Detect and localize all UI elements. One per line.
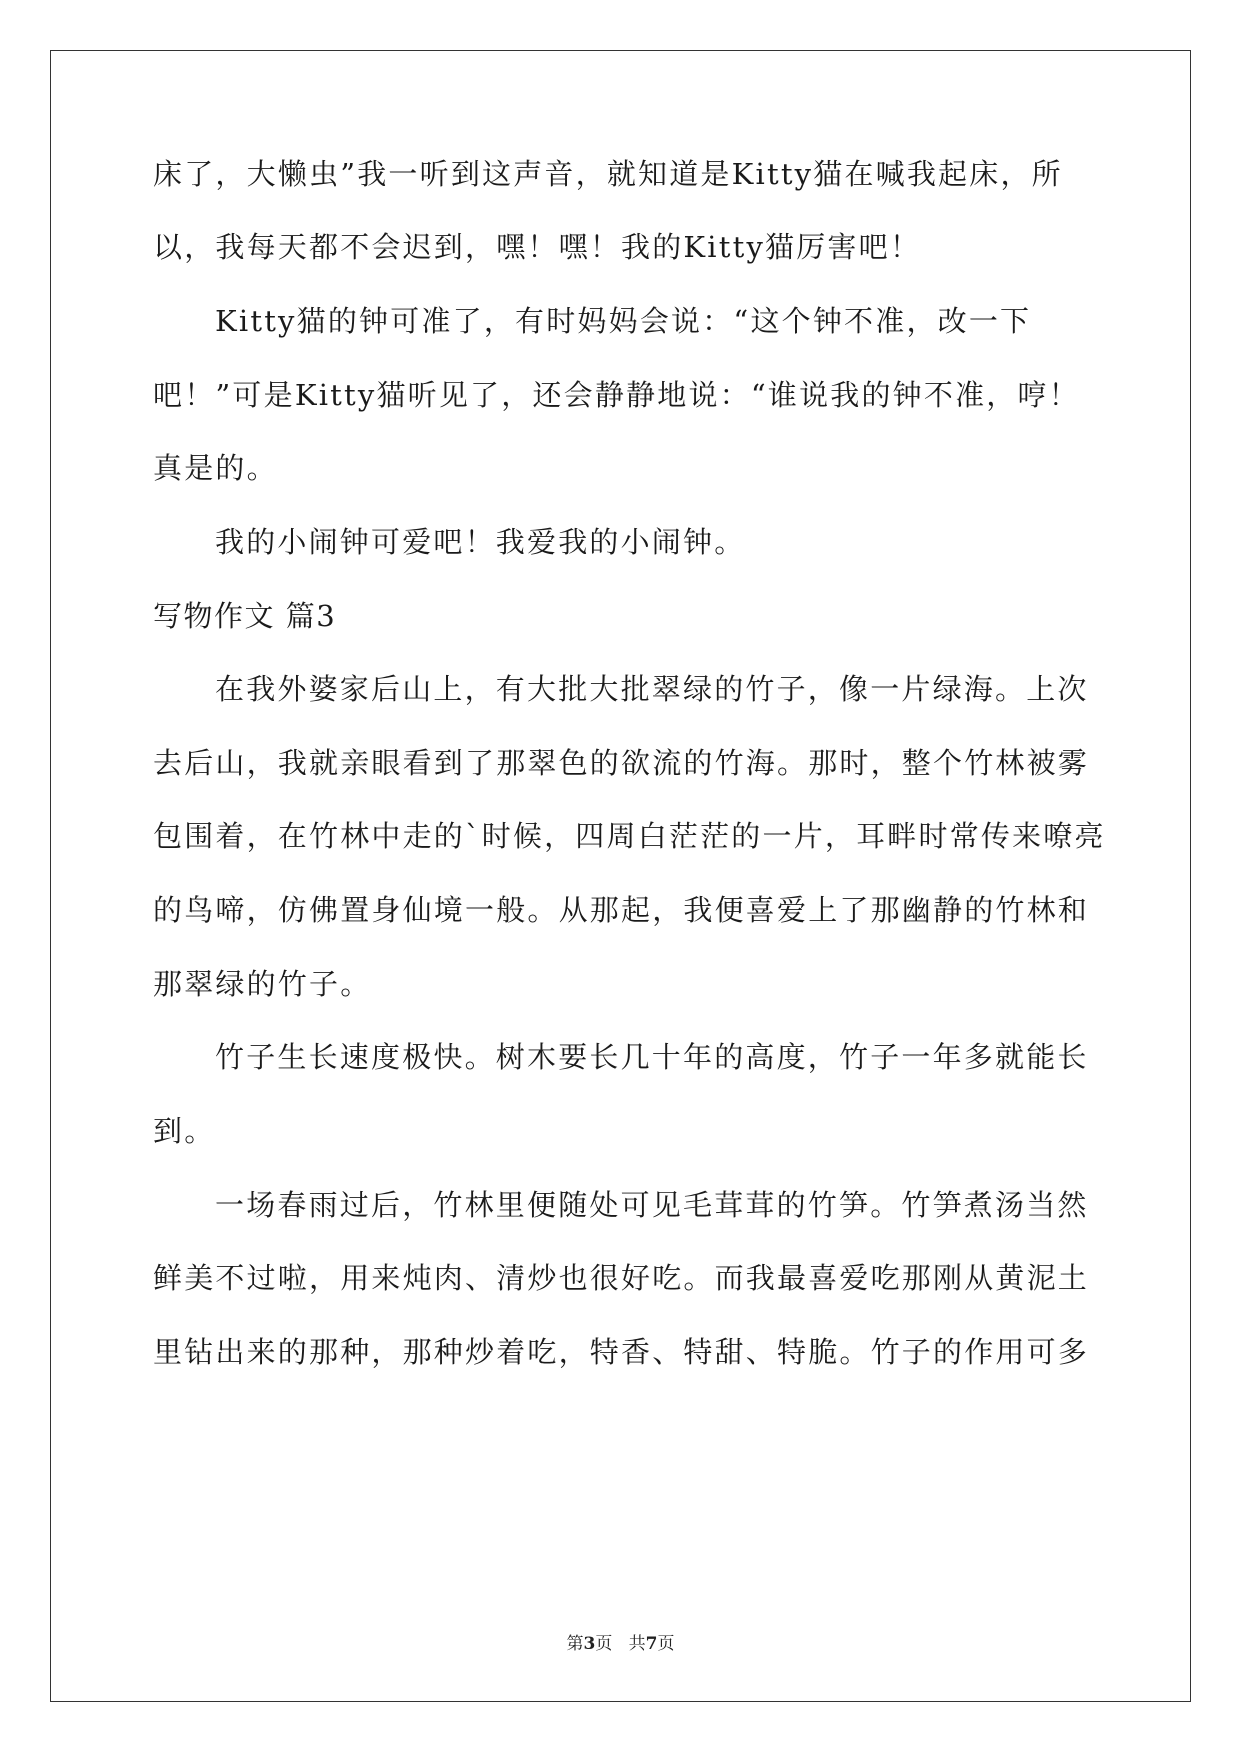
total-prefix: 共 [628, 1634, 646, 1654]
page-number: 3 [583, 1634, 596, 1654]
page-footer [0, 1629, 1241, 1654]
text-line: 吧！”可是Kitty猫听见了，还会静静地说：“谁说我的钟不准，哼！ [153, 378, 1080, 412]
text-line: 鲜美不过啦，用来炖肉、清炒也很好吃。而我最喜爱吃那刚从黄泥土 [153, 1261, 1090, 1295]
page-border [50, 50, 1191, 1702]
total-suffix: 页 [657, 1634, 675, 1654]
text-line: 包围着，在竹林中走的`时候，四周白茫茫的一片，耳畔时常传来嘹亮 [153, 819, 1106, 853]
text-line: 到。 [153, 1114, 216, 1148]
text-line: Kitty猫的钟可准了，有时妈妈会说：“这个钟不准，改一下 [215, 304, 1032, 338]
text-line: 一场春雨过后，竹林里便随处可见毛茸茸的竹笋。竹笋煮汤当然 [215, 1188, 1089, 1222]
text-line: 那翠绿的竹子。 [153, 967, 372, 1001]
text-line: 在我外婆家后山上，有大批大批翠绿的竹子，像一片绿海。上次 [215, 672, 1089, 706]
page-suffix: 页 [595, 1634, 613, 1654]
text-line: 竹子生长速度极快。树木要长几十年的高度，竹子一年多就能长 [215, 1040, 1089, 1074]
text-line: 我的小闹钟可爱吧！我爱我的小闹钟。 [215, 525, 746, 559]
text-line: 去后山，我就亲眼看到了那翠色的欲流的竹海。那时，整个竹林被雾 [153, 746, 1090, 780]
text-line: 床了，大懒虫”我一听到这声音，就知道是Kitty猫在喊我起床，所 [153, 157, 1063, 191]
text-line: 以，我每天都不会迟到，嘿！嘿！我的Kitty猫厉害吧！ [153, 230, 922, 264]
total-pages: 7 [645, 1634, 658, 1654]
text-line: 真是的。 [153, 451, 278, 485]
text-line: 里钻出来的那种，那种炒着吃，特香、特甜、特脆。竹子的作用可多 [153, 1335, 1090, 1369]
text-line: 的鸟啼，仿佛置身仙境一般。从那起，我便喜爱上了那幽静的竹林和 [153, 893, 1090, 927]
page-prefix: 第 [566, 1634, 584, 1654]
section-heading: 写物作文 篇3 [153, 599, 337, 633]
